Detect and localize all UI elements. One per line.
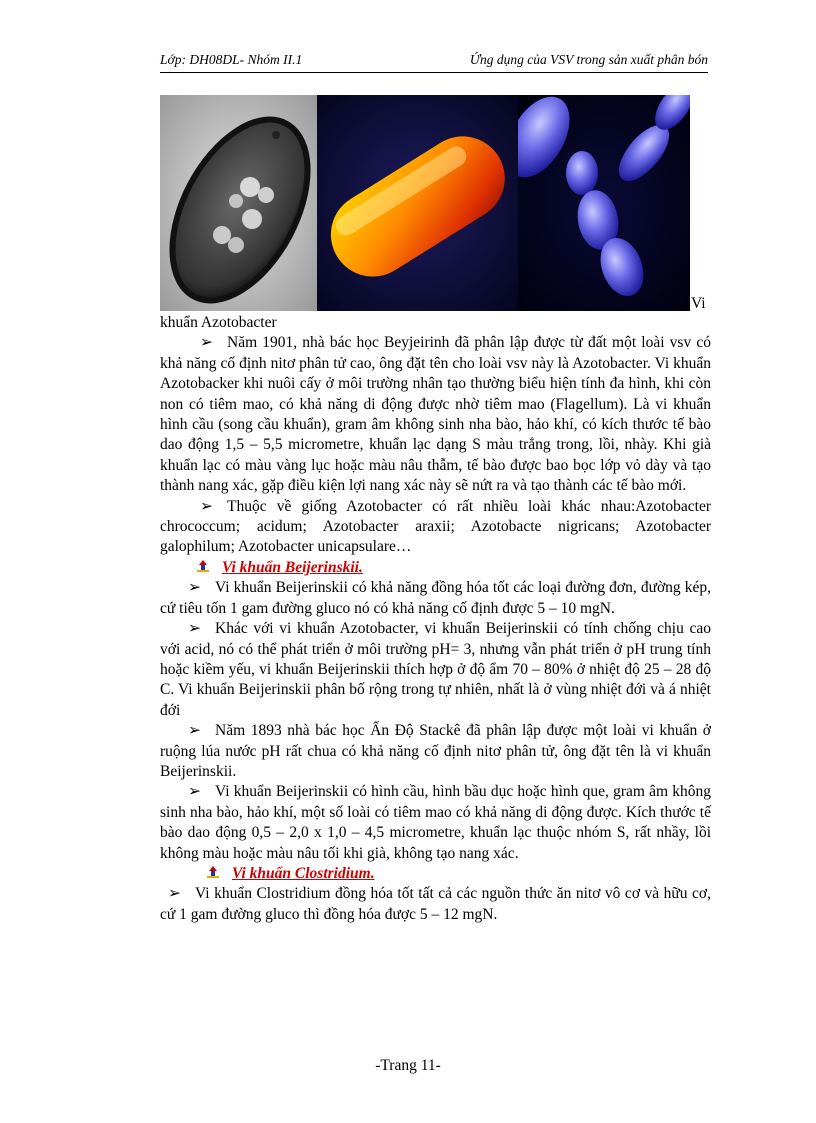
azotobacter-sem-image xyxy=(317,95,518,311)
page-header xyxy=(160,50,708,73)
figure-caption: khuẩn Azotobacter xyxy=(160,314,277,331)
section-heading-clostridium: Vi khuẩn Clostridium. xyxy=(160,864,711,884)
page-number: -Trang 11- xyxy=(375,1057,441,1074)
document-body xyxy=(160,313,711,925)
arrow-bullet-icon: ➢ xyxy=(188,783,201,801)
paragraph: ➢ Khác với vi khuẩn Azotobacter, vi khuẩn Beijerinskii có tính chống chịu cao với acid, nó có thể phát triển ở môi trường pH= 3, nhưng vẫn phát triển ở pH trung tính hoặc kiềm yếu, vi khuẩn Beijerinskii thích hợp ở độ ẩm 70 – 80% ở nhiệt độ 25 – 28 độ C. Vi khuẩn Beijerinskii phân bố rộng trong tự nhiên, nhất là ở vùng nhiệt đới và á nhiệt đới xyxy=(160,620,711,719)
paragraph: ➢ Vi khuẩn Beijerinskii có hình cầu, hình bầu dục hoặc hình que, gram âm không sinh nha bào, hảo khí, một số loài có tiêm mao có khả năng di động được. Kích thước tế bào dao động 0,5 – 2,0 x 1,0 – 4,5 micrometre, khuẩn lạc thuộc nhóm S, rất nhầy, lồi không màu hoặc màu nâu tối khi già, không tạo nang xác. xyxy=(160,783,711,862)
paragraph: ➢ Năm 1901, nhà bác học Beyjeirinh đã phân lập được từ đất một loài vsv có khả năng cố định nitơ phân tử cao, ông đặt tên cho loài vsv này là Azotobacter. Vi khuẩn Azotobacker khi nuôi cấy ở môi trường nhân tạo thường biểu hiện tính đa hình, khi còn non có tiêm mao, có khả năng di động được nhờ tiêm mao (Flagellum). Là vi khuẩn hình cầu (song cầu khuẩn), gram âm không sinh nha bào, hảo khí, có kích thước tế bào dao động 1,5 – 5,5 micrometre, khuẩn lạc dạng S màu trắng trong, lồi, nhày. Khi già khuẩn lạc có màu vàng lục hoặc màu nâu thẫm, tế bào được bao bọc lớp vỏ dày và tạo thành nang xác, gặp điều kiện lợi nang xác này sẽ nứt ra và tạo thành các tế bào mới. xyxy=(160,334,711,495)
paragraph: ➢ Năm 1893 nhà bác học Ấn Độ Stackê đã phân lập được một loài vi khuẩn ở ruộng lúa nước pH rất chua có khả năng cố định nitơ phân tử, ông đặt tên là vi khuẩn Beijerinskii. xyxy=(160,722,711,780)
arrow-bullet-icon: ➢ xyxy=(168,885,181,903)
figure-caption-start: Vi xyxy=(691,295,706,312)
arrow-bullet-icon: ➢ xyxy=(188,620,201,638)
header-document-title: Ứng dụng của VSV trong sản xuất phân bón xyxy=(469,52,708,67)
arrow-bullet-icon: ➢ xyxy=(200,497,213,515)
paragraph: ➢ Thuộc về giống Azotobacter có rất nhiều loài khác nhau:Azotobacter chrococcum; acidum; Azotobacter araxii; Azotobacte nigricans; Azotobacter galophilum; Azotobacter unicapsulare… xyxy=(160,497,711,556)
pin-bullet-icon xyxy=(196,559,210,573)
arrow-bullet-icon: ➢ xyxy=(200,334,213,352)
header-class-group: Lớp: DH08DL- Nhóm II.1 xyxy=(160,52,303,67)
arrow-bullet-icon: ➢ xyxy=(188,579,201,597)
section-heading-beijerinskii: Vi khuẩn Beijerinskii. xyxy=(160,558,711,578)
azotobacter-tem-image xyxy=(160,95,317,311)
paragraph: ➢ Vi khuẩn Beijerinskii có khả năng đồng hóa tốt các loại đường đơn, đường kép, cứ tiêu tốn 1 gam đường gluco nó có khả năng cố định được 5 – 10 mgN. xyxy=(160,579,711,617)
azotobacter-blue-chain-image xyxy=(518,95,690,311)
pin-bullet-icon xyxy=(206,865,220,879)
paragraph: ➢ Vi khuẩn Clostridium đồng hóa tốt tất cả các nguồn thức ăn nitơ vô cơ và hữu cơ, cứ 1 gam đường gluco thì đồng hóa được 5 – 12 mgN. xyxy=(160,885,711,923)
bacteria-image-strip xyxy=(160,95,720,311)
arrow-bullet-icon: ➢ xyxy=(188,722,201,740)
